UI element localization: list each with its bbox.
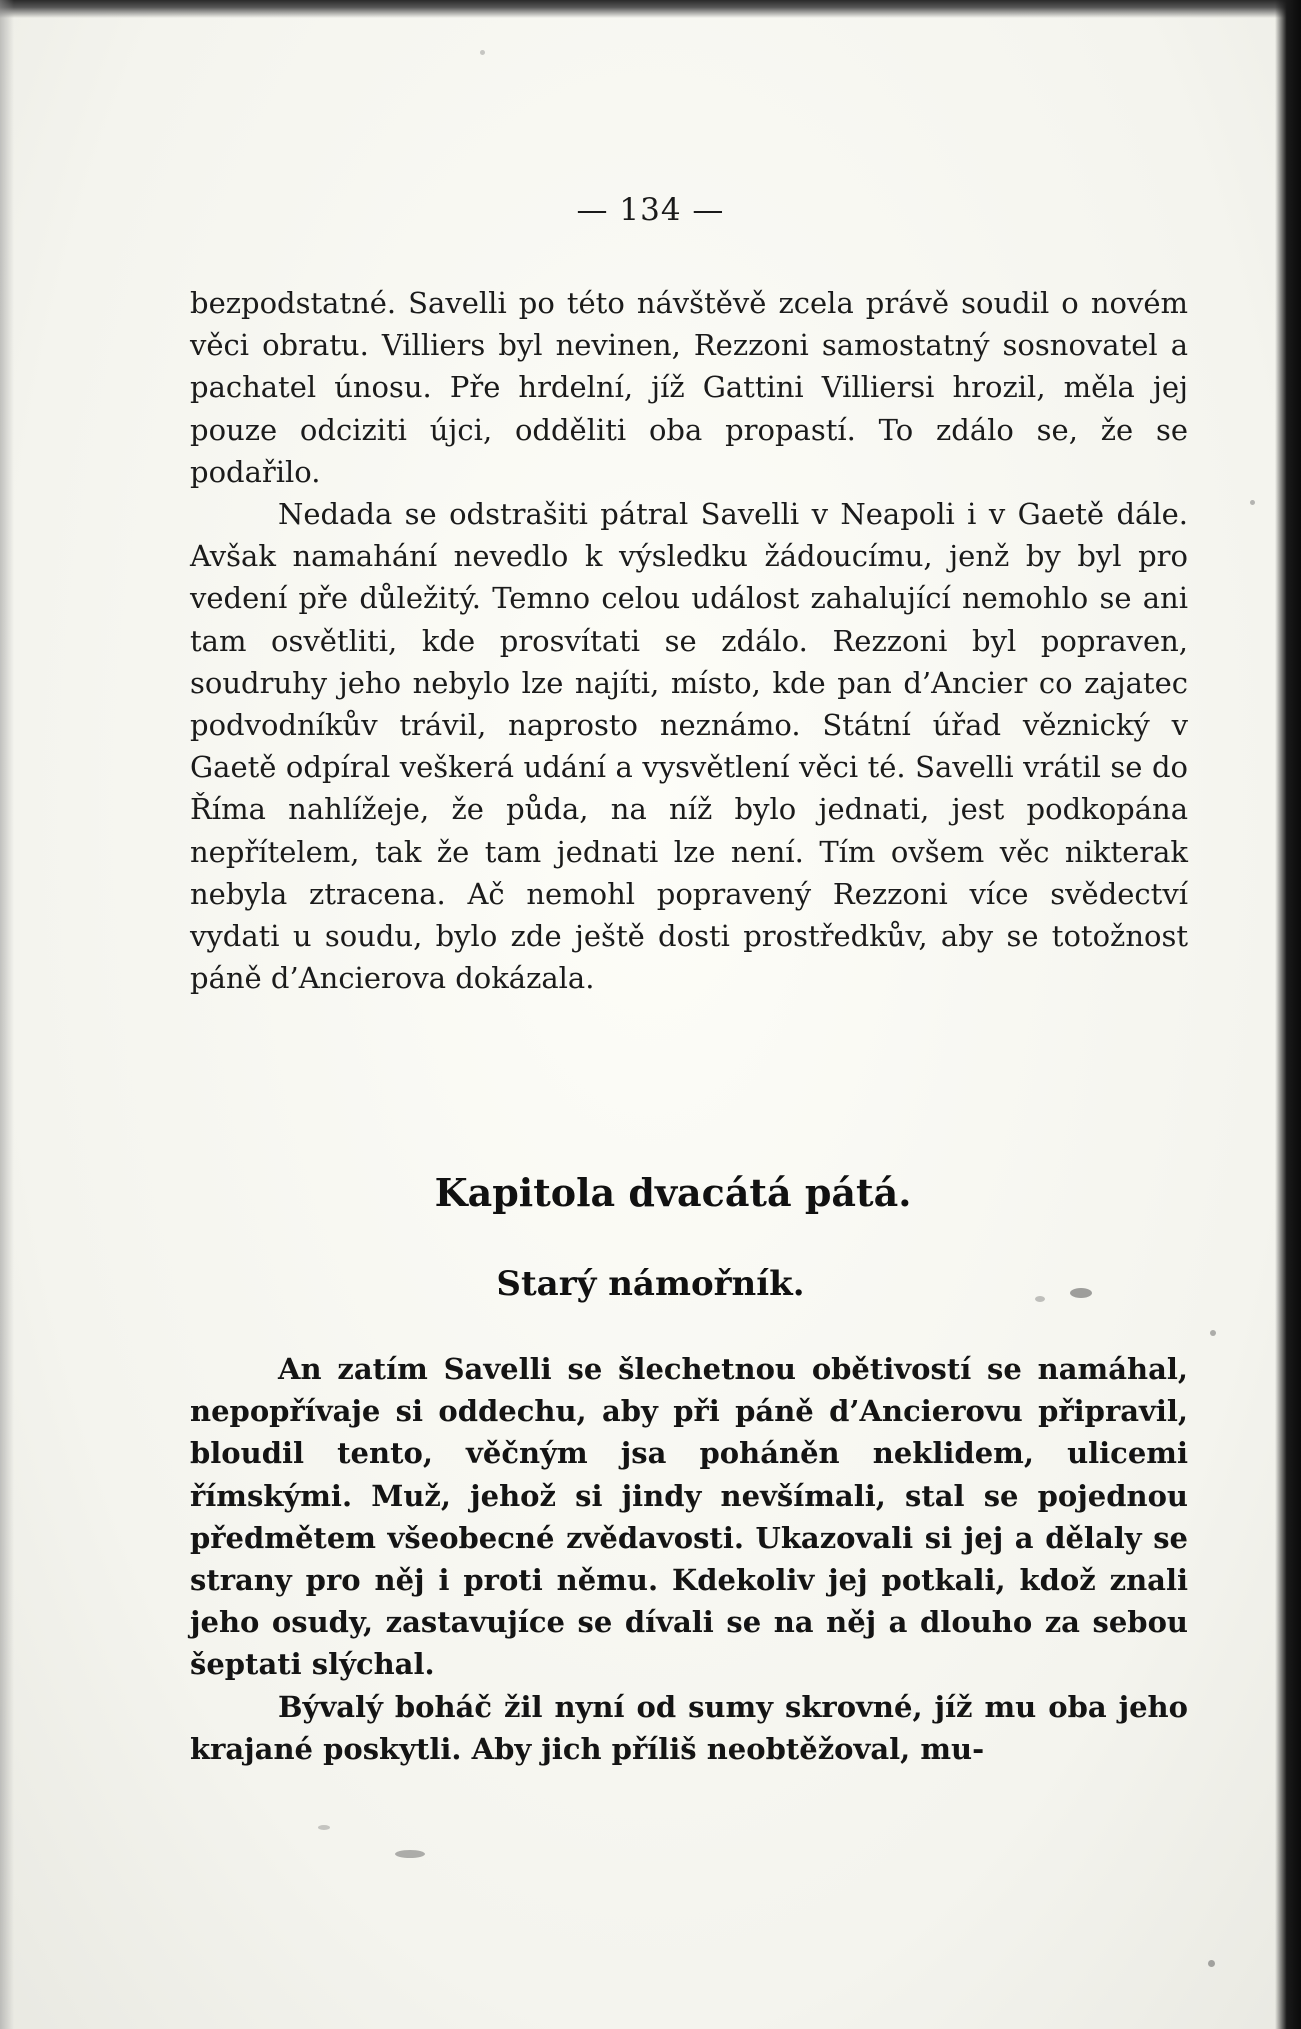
scan-speck [318, 1825, 330, 1830]
paragraph: An zatím Savelli se šlechetnou obětivostí se namáhal, nepopřívaje si oddechu, aby při páně d’Ancierovu připravil, bloudil tento, věčným jsa poháněn neklidem, ulicemi římskými. Muž, jehož si jindy nevšímali, stal se pojednou předmětem všeobecné zvědavosti. Ukazovali si jej a dělaly se strany pro něj i proti němu. Kdekoliv jej potkali, kdož znali jeho osudy, zastavujíce se dívali se na něj a dlouho za sebou šeptati slýchal. [190, 1352, 1188, 1682]
scan-edge-right [1275, 0, 1301, 2029]
scan-speck [1208, 1960, 1215, 1967]
scan-speck [1070, 1288, 1092, 1298]
scan-edge-left [0, 0, 14, 2029]
chapter-subtitle: Starý námořník. [496, 1264, 805, 1304]
scan-speck [480, 50, 485, 55]
scan-edge-top [0, 0, 1301, 18]
text-block-chapter-start [190, 1348, 1188, 1770]
text-block-before-chapter [190, 282, 1188, 999]
chapter-title: Kapitola dvacátá pátá. [434, 1170, 912, 1215]
scan-speck [1035, 1296, 1045, 1302]
page-number: — 134 — [576, 192, 725, 228]
paragraph: bezpodstatné. Savelli po této návštěvě zcela právě soudil o novém věci obratu. Villiers byl nevinen, Rezzoni samostatný sosnovatel a pachatel únosu. Pře hrdelní, jíž Gattini Villiersi hrozil, měla jej pouze odciziti újci, odděliti oba propastí. To zdálo se, že se podařilo. [190, 286, 1188, 489]
scan-speck [1250, 500, 1255, 505]
paragraph: Nedada se odstrašiti pátral Savelli v Neapoli i v Gaetě dále. Avšak namahání nevedlo k výsledku žádoucímu, jenž by byl pro vedení pře důležitý. Temno celou událost zahalující nemohlo se ani tam osvětliti, kde prosvítati se zdálo. Rezzoni byl popraven, soudruhy jeho nebylo lze najíti, místo, kde pan d’Ancier co zajatec podvodníkův trávil, naprosto neznámo. Státní úřad věznický v Gaetě odpíral veškerá udání a vysvětlení věci té. Savelli vrátil se do Říma nahlížeje, že půda, na níž bylo jednati, jest podkopána nepřítelem, tak že tam jednati lze není. Tím ovšem věc nikterak nebyla ztracena. Ač nemohl popravený Rezzoni více svědectví vydati u soudu, bylo zde ještě dosti prostředkův, aby se totožnost páně d’Ancierova dokázala. [190, 497, 1188, 996]
scan-speck [395, 1850, 425, 1858]
paragraph: Bývalý boháč žil nyní od sumy skrovné, jíž mu oba jeho krajané poskytli. Aby jich příliš neobtěžoval, mu- [190, 1689, 1188, 1766]
scan-speck [1210, 1330, 1216, 1336]
